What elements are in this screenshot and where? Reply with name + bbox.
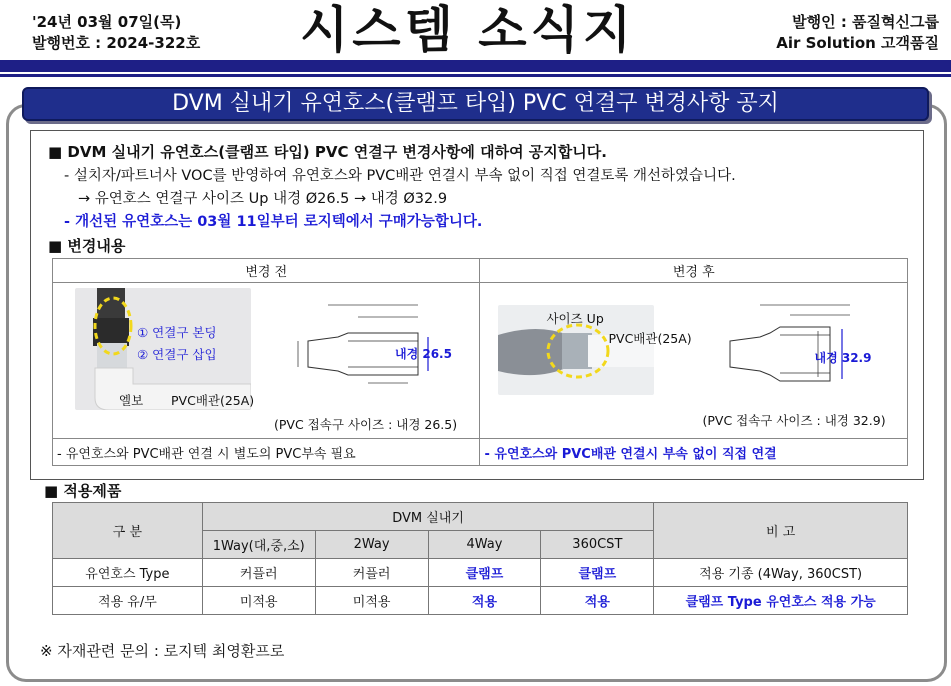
table-cell: 커플러	[315, 559, 428, 587]
department: Air Solution 고객품질	[776, 34, 939, 52]
notice-line-1: - 설치자/파트너사 VOC를 반영하여 유연호스와 PVC배관 연결시 부속 없이 직접 연결토록 개선하였습니다.	[64, 168, 736, 184]
col-4way: 4Way	[428, 531, 541, 559]
header-right	[776, 12, 939, 54]
before-note: - 유연호스와 PVC배관 연결 시 별도의 PVC부속 필요	[53, 439, 480, 466]
after-image-cell	[480, 283, 908, 439]
col-remark: 비 고	[654, 503, 908, 559]
before-size-caption: (PVC 접속구 사이즈 : 내경 26.5)	[274, 417, 458, 432]
table-cell: 적용	[541, 587, 654, 615]
col-360cst: 360CST	[541, 531, 654, 559]
products-table	[52, 502, 908, 615]
change-heading	[48, 235, 125, 256]
publisher: 발행인 : 품질혁신그룹	[792, 13, 939, 31]
after-inner-diameter: 내경 32.9	[814, 351, 872, 365]
bullet-square: ■	[44, 482, 59, 500]
callout-bonding: ① 연결구 본딩	[137, 325, 217, 340]
col-category: 구 분	[53, 503, 203, 559]
before-pipe-label: PVC배관(25A)	[171, 393, 255, 408]
change-heading-text: 변경내용	[67, 237, 126, 255]
products-heading	[44, 480, 121, 501]
col-dvm-indoor: DVM 실내기	[202, 503, 654, 531]
after-header: 변경 후	[480, 259, 908, 283]
issue-date: '24년 03월 07일(목)	[32, 13, 182, 31]
contact-footer: ※ 자재관련 문의 : 로지텍 최영환프로	[40, 642, 285, 660]
before-inner-diameter: 내경 26.5	[395, 347, 452, 361]
notice-line-3: - 개선된 유연호스는 03월 11일부터 로지텍에서 구매가능합니다.	[64, 214, 483, 230]
table-cell: 미적용	[315, 587, 428, 615]
header-left	[32, 12, 200, 54]
notice-line-2: → 유연호스 연결구 사이즈 Up 내경 Ø26.5 → 내경 Ø32.9	[78, 191, 448, 207]
row-label: 적용 유/무	[53, 587, 203, 615]
bullet-square: ■	[48, 237, 63, 255]
products-heading-text: 적용제품	[63, 482, 122, 500]
table-row	[53, 587, 908, 615]
table-cell: 클램프	[541, 559, 654, 587]
table-cell: 클램프	[428, 559, 541, 587]
header-rule-thick	[0, 60, 951, 72]
after-note: - 유연호스와 PVC배관 연결시 부속 없이 직접 연결	[480, 439, 908, 466]
callout-insert: ② 연결구 삽입	[137, 347, 217, 362]
size-up-label: 사이즈 Up	[546, 311, 604, 326]
table-row	[53, 559, 908, 587]
table-cell: 커플러	[202, 559, 315, 587]
notice-heading-text: DVM 실내기 유연호스(클램프 타입) PVC 연결구 변경사항에 대하여 공지합니다.	[67, 143, 607, 161]
row-remark: 적용 기종 (4Way, 360CST)	[654, 559, 908, 587]
col-2way: 2Way	[315, 531, 428, 559]
elbow-label: 엘보	[119, 393, 144, 408]
after-drawing	[720, 293, 890, 403]
after-size-caption: (PVC 접속구 사이즈 : 내경 32.9)	[702, 413, 886, 428]
before-image-cell	[53, 283, 480, 439]
after-pipe-label: PVC배관(25A)	[608, 331, 692, 346]
table-cell: 적용	[428, 587, 541, 615]
row-label: 유연호스 Type	[53, 559, 203, 587]
header-rule-thin	[0, 74, 951, 77]
notice-heading	[48, 141, 607, 162]
col-1way: 1Way(대,중,소)	[202, 531, 315, 559]
table-cell: 미적용	[202, 587, 315, 615]
before-header: 변경 전	[53, 259, 480, 283]
bullet-square: ■	[48, 143, 63, 161]
issue-number: 발행번호 : 2024-322호	[32, 34, 201, 52]
row-remark: 클램프 Type 유연호스 적용 가능	[654, 587, 908, 615]
notice-banner: DVM 실내기 유연호스(클램프 타입) PVC 연결구 변경사항 공지	[22, 87, 929, 121]
change-table	[52, 258, 908, 466]
newsletter-title: 시스템 소식지	[300, 1, 636, 59]
